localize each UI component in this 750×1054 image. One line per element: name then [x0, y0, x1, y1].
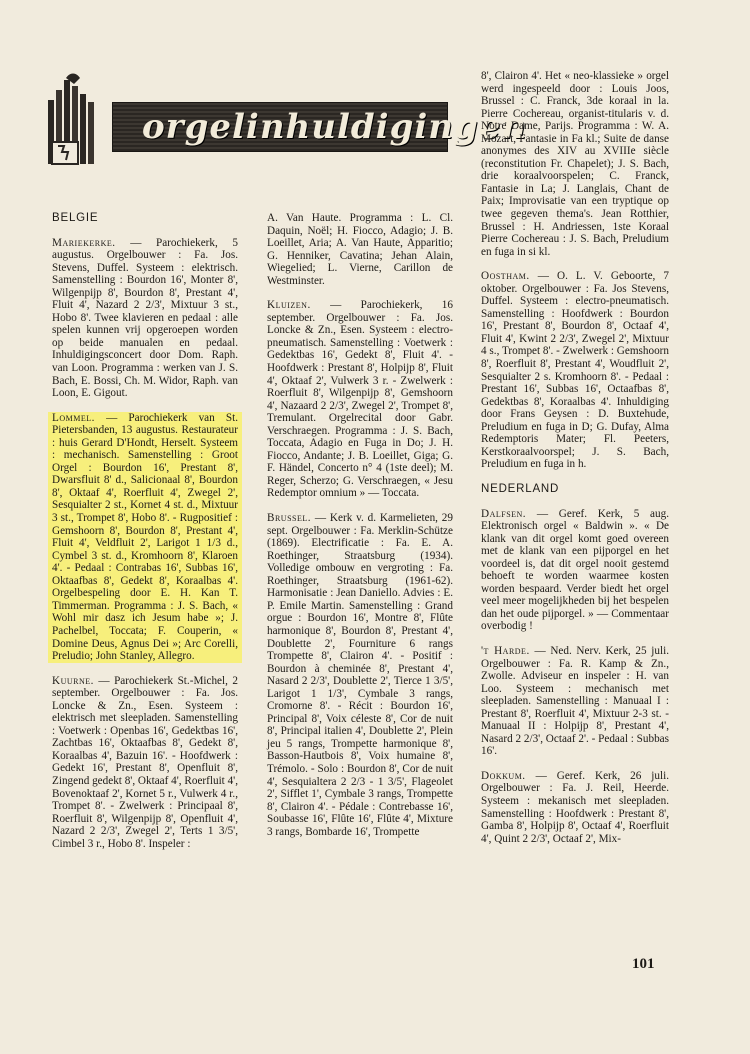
entry-place: Kluizen. [267, 299, 311, 312]
page-number: 101 [632, 956, 655, 972]
entry-mariekerke [52, 237, 238, 400]
entry-place: Kuurne. [52, 674, 94, 687]
column-3 [481, 70, 669, 857]
entry-place: Brussel. [267, 512, 312, 525]
entry-text: — Ned. Nerv. Kerk, 25 juli. Orgelbouwer : Fa. R. Kamp & Zn., Zwolle. Adviseur en inspeler : H. van Loo. Systeem : mechanisch met sleepladen. Samenstelling : Manuaal I : Prestant 8', Roerfluit 4', Mixtuur 2-3 st. - Manuaal II : Holpijp 8', Prestant 4', Nasard 2 2/3', Octaaf 2'. - Pedaal : Subbas 16'. [481, 644, 669, 758]
section-title-belgie: BELGIE [52, 212, 99, 224]
entry-kluizen [267, 299, 453, 500]
entry-harde [481, 645, 669, 758]
entry-place: Dokkum. [481, 769, 526, 782]
entry-oostham [481, 270, 669, 471]
column-2 [267, 212, 453, 850]
header-banner [46, 72, 528, 172]
entry-text: — Parochiekerk van St. Pietersbanden, 13 augustus. Restaurateur : huis Gerard D'Hondt, Herselt. Systeem : mechanisch. Samenstelling : Groot Orgel : Bourdon 16', Prestant 8', Dwarsfluit 8' d., Salicionaal 8', Bourdon 8', Oktaaf 4', Roerfluit 4', Zwegel 2', Sesquialter 2 st., Kornet 4 st. d., Mixtuur 3 st., Trompet 8', Hobo 8'. - Rugpositief : Gemshoorn 8', Bourdon 8', Prestant 4', Fluit 4', Veldfluit 2', Larigot 1 1/3 d., Cymbel 3 st. d., Kromhoorn 8', Klaroen 4'. - Pedaal : Contrabas 16', Subbas 16', Oktaafbas 8', Gedekt 8', Koraalbas 4'. Orgelbespeling door E. H. Kan T. Timmerman. Programma : J. S. Bach, « Wohl mir dasz ich Jesum habe »; J. Pachelbel, Toccata; F. Couperin, « Domine Deus, Agnus Dei »; Arc Corelli, Preludio; John Stanley, Allegro. [52, 411, 238, 663]
section-title-nederland: NEDERLAND [481, 482, 560, 495]
entry-text: — Kerk v. d. Karmelieten, 29 sept. Orgelbouwer : Fa. Merklin-Schütze (1869). Electrificatie : Fa. E. A. Roethinger, Straatsburg (1934). Volledige ombouw en vergroting : Fa. Roethinger, Straatsburg (1961-62). Harmonisatie : Jean Daniello. Advies : E. P. Emile Martin. Samenstelling : Grand orgue : Bourdon 16', Montre 8', Flûte harmonique 8', Bourdon 8', Prestant 4', Doublette 2', Fourniture 6 rangs Trompette 8', Clairon 4'. - Positif : Bourdon à cheminée 8', Prestant 4', Nasard 2 2/3', Doublette 2', Tierce 1 3/5', Larigot 1 1/3', Cymbale 3 rangs, Cromorne 8'. - Récit : Bourdon 16', Principal 8', Voix céleste 8', Cor de nuit 8', Principal italien 4', Doublette 2', Plein jeu 5 rangs, Trompette harmonique 8', Basson-Hautbois 8', Voix humaine 8', Trémolo. - Solo : Bourdon 8', Cor de nuit 4', Sesquialtera 2 2/3 - 1 3/5', Flageolet 2', Sifflet 1', Cymbale 3 rangs, Trompette 8', Clairon 4'. - Pédale : Contrebasse 16', Soubasse 16', Flûte 16', Flûte 4', Mixture 3 rangs, Bombarde 16', Trompette [267, 512, 453, 838]
entry-text: — Parochiekerk, 16 september. Orgelbouwer : Fa. Jos. Loncke & Zn., Esen. Systeem : electro-pneumatisch. Samenstelling : Voetwerk : Gedektbas 16', Gedekt 8', Fluit 4'. - Hoofdwerk : Prestant 8', Holpijp 8', Fluit 4', Oktaaf 2', Vulwerk 3 r. - Zwelwerk : Roerfluit 8', Wilgenpijp 8', Gemshoorn 4', Nazaard 2 2/3', Zwegel 2', Trompet 8', Tremulant. Orgelrecital door Gabr. Verschraegen. Programma : J. S. Bach, Toccata, Adagio en Fuga in Do; J. H. Fiocco, Andante; J. B. Loeillet, Giga; G. F. Händel, Concerto n° 4 (1ste deel); M. Reger, Scherzo; G. Verschraegen, « Jesu Redemptor omnium » — Toccata. [267, 299, 453, 500]
entry-text: — Geref. Kerk, 26 juli. Orgelbouwer : Fa. J. Reil, Heerde. Systeem : mekanisch met sleepladen. Samenstelling : Hoofdwerk : Prestant 8', Gamba 8', Holpijp 8', Octaaf 4', Roerfluit 4', Quint 2 2/3', Octaaf 2', Mix- [481, 769, 670, 845]
entry-kuurne-continued: A. Van Haute. Programma : L. Cl. Daquin, Noël; H. Fiocco, Adagio; J. B. Loeillet, Aria; A. Van Haute, Apparitio; G. Henniker, Cavatina; Jehan Alain, Wiegelied; L. Vierne, Carillon de Westminster. [267, 212, 453, 287]
header-title: orgelinhuldigingen [142, 107, 528, 147]
entry-text: — Parochiekerk, 5 augustus. Orgelbouwer : Fa. Jos. Stevens, Duffel. Systeem : elektrisch. Samenstelling : Bourdon 16', Monter 8', Wilgenpijp 8', Bourdon 8', Prestant 4', Fluit 4', Nazard 2 2/3', Mixtuur 3 st., Hobo 8'. Twee klavieren en pedaal : alle spelen kunnen vrij opgeroepen worden op beide manualen en pedaal. Inhuldigingsconcert door Dom. Raph. van Loon. Programma : werken van J. S. Bach, E. Bossi, Ch. M. Widor, Raph. van Loon, E. Gigout. [52, 236, 238, 400]
entry-place: Mariekerke. [52, 236, 116, 249]
entry-place: Oostham. [481, 270, 530, 283]
column-1 [52, 212, 238, 862]
entry-place: 't Harde. [481, 644, 530, 657]
entry-dokkum [481, 770, 669, 845]
entry-brussel [267, 512, 453, 838]
entry-brussel-continued: 8', Clairon 4'. Het « neo-klassieke » orgel werd ingespeeld door : Louis Joos, Brussel : C. Franck, 3de koraal in la. Pierre Cochereau, organist-titularis v. d. Notre Dame, Parijs. Programma : W. A. Mozart, Fantasie in Fa kl.; Suite de danse anonymes des XIV au XVIIIe siècle (reconstitution Fr. Chapelet); J. S. Bach, drie koraalvoorspelen; C. Franck, Fantasie in La; J. Langlais, Chant de Paix; Improvisatie van een tryptique op twee gegeven thema's. Jean Rotthier, Brussel : H. Andriessen, 1ste Koraal Pierre Cochereau : J. S. Bach, Preludium en fuga in si kl. [481, 70, 669, 258]
entry-place: Lommel. [52, 411, 95, 424]
entry-lommel [48, 412, 242, 663]
entry-kuurne [52, 675, 238, 851]
entry-text: — Geref. Kerk, 5 aug. Elektronisch orgel « Baldwin ». « De klank van dit orgel komt goed overeen met de klank van een pijporgel en het voordeel is, dat dit orgel nooit gestemd behoeft te worden waarmee kosten worden bespaard. Verder biedt het orgel veel meer mogelijkheden bij het bespelen dan het oude pijporgel. » — Commentaar overbodig ! [481, 507, 669, 633]
entry-text: — O. L. V. Geboorte, 7 oktober. Orgelbouwer : Fa. Jos Stevens, Duffel. Systeem : electro-pneumatisch. Samenstelling : Hoofdwerk : Bourdon 16', Prestant 8', Bourdon 8', Octaaf 4', Fluit 4', Kwint 2 2/3', Zwegel 2', Mixtuur 4 s., Trompet 8'. - Zwelwerk : Gemshoorn 8', Roerfluit 8', Prestant 4', Woudfluit 2', Sesquialter 2 s. Kromhoorn 8'. - Pedaal : Prestant 16', Subbas 16', Octaafbas 8', Gedektbas 8', Koraalbas 4'. Inhuldiging door Frans Geysen : D. Buxtehude, Preludium en fuga in D; G. Dufay, Alma Redemptoris Mater; Fl. Peeters, Kerstkoraalvoorspel; J. S. Bach, Preludium en fuga in h. [481, 270, 669, 471]
entry-place: Dalfsen. [481, 507, 527, 520]
entry-text: — Parochiekerk St.-Michel, 2 september. Orgelbouwer : Fa. Jos. Loncke & Zn., Esen. Systeem : elektrisch met sleepladen. Samenstelling : Voetwerk : Openbas 16', Gedektbas 16', Zachtbas 16', Oktaafbas 8', Gedekt 8', Koraalbas 4', Bazuin 16'. - Hoofdwerk : Gedekt 16', Prestant 8', Openfluit 8', Zingend gedekt 8', Oktaaf 4', Roerfluit 4', Bovenoktaaf 2', Kornet 5 r., Vulwerk 4 r., Trompet 8'. - Zwelwerk : Principaal 8', Roerfluit 8', Wilgenpijp 8', Openfluit 4', Nazard 2 2/3', Zwegel 2', Terts 1 3/5', Cimbel 3 r., Hobo 8'. Inspeler : [52, 674, 239, 850]
entry-dalfsen [481, 508, 669, 633]
